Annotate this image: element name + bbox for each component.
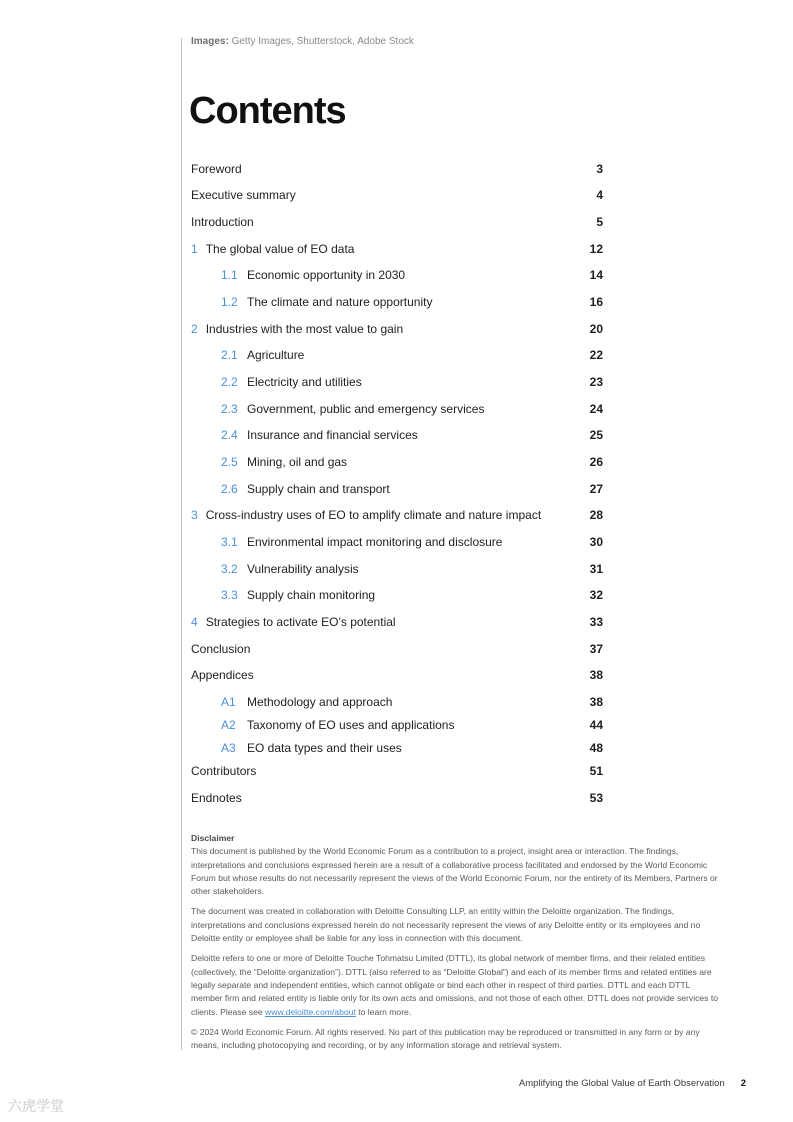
image-credits-label: Images: [191, 36, 229, 47]
toc-entry[interactable] [221, 453, 603, 471]
toc-entry[interactable] [221, 346, 603, 364]
toc-entry-page: 26 [589, 455, 603, 469]
toc-entry-number: 2.3 [221, 402, 238, 416]
toc-entry-number: 1.1 [221, 268, 238, 282]
toc-entry-label: Methodology and approach [247, 695, 393, 709]
toc-entry-page: 5 [596, 215, 603, 229]
toc-entry-page: 25 [589, 428, 603, 442]
toc-entry-page: 37 [589, 642, 603, 656]
toc-entry-page: 27 [589, 482, 603, 496]
toc-entry[interactable] [191, 160, 603, 178]
toc-entry[interactable] [221, 373, 603, 391]
toc-entry-label: Appendices [191, 668, 254, 682]
toc-entry-page: 31 [589, 562, 603, 576]
toc-entry[interactable] [191, 789, 603, 807]
watermark-logo: 六虎学堂 [8, 1098, 64, 1114]
toc-entry-label: Introduction [191, 215, 254, 229]
toc-entry-page: 33 [589, 615, 603, 629]
toc-entry-page: 16 [589, 295, 603, 309]
toc-entry[interactable] [191, 213, 603, 231]
toc-entry-page: 4 [596, 188, 603, 202]
toc-entry-label: Conclusion [191, 642, 251, 656]
toc-entry-label: Insurance and financial services [247, 428, 418, 442]
toc-entry-page: 3 [596, 162, 603, 176]
toc-entry-page: 24 [589, 402, 603, 416]
toc-entry-label: Executive summary [191, 188, 296, 202]
toc-entry[interactable] [221, 400, 603, 418]
toc-entry-number: 2.4 [221, 428, 238, 442]
toc-entry-page: 38 [589, 695, 603, 709]
toc-entry[interactable] [221, 533, 603, 551]
toc-entry-label: Vulnerability analysis [247, 562, 359, 576]
toc-entry-label: Foreword [191, 162, 242, 176]
toc-entry[interactable] [221, 293, 603, 311]
toc-entry-page: 14 [589, 268, 603, 282]
toc-entry-label: Economic opportunity in 2030 [247, 268, 406, 282]
toc-entry-label: Agriculture [247, 348, 305, 362]
toc-entry-page: 23 [589, 375, 603, 389]
toc-entry-page: 38 [589, 668, 603, 682]
toc-entry[interactable] [191, 613, 603, 631]
disclaimer-paragraph-3-text: Deloitte refers to one or more of Deloitte Touche Tohmatsu Limited (DTTL), its global network of member firms, and their related entities (collectively, the “Deloitte organization”). DTTL (also referred to as “Deloitte Global”) and each of its member firms and related entities are legally separate and independent entities, which cannot obligate or bind each other in respect of third parties. DTTL and each DTTL member firm and related entity is liable only for its own acts and omissions, and not those of each other. DTTL does not provide services to clients. Please see [191, 953, 719, 1017]
toc-entry-label: Supply chain monitoring [247, 588, 376, 602]
toc-entry[interactable] [221, 716, 603, 734]
toc-entry-page: 12 [589, 242, 603, 256]
toc-entry-number: A1 [221, 695, 236, 709]
disclaimer-paragraph-2: The document was created in collaboration with Deloitte Consulting LLP, an entity within the Deloitte organization. The findings, interpretations and conclusions expressed herein do not necessarily represent the views of any Deloitte entity or its employees and no Deloitte entity or employee shall be liable for any loss in connection with this document. [191, 906, 701, 944]
toc-entry-label: Strategies to activate EO’s potential [205, 615, 396, 629]
toc-entry-page: 32 [589, 588, 603, 602]
toc-entry-label: The global value of EO data [205, 242, 355, 256]
toc-entry[interactable] [191, 640, 603, 658]
toc-entry-page: 44 [589, 718, 603, 732]
toc-entry-number: 2 [191, 322, 198, 336]
toc-entry-label: EO data types and their uses [247, 741, 402, 755]
toc-entry[interactable] [191, 186, 603, 204]
footer-page-number: 2 [740, 1078, 746, 1089]
toc-entry-number: 1.2 [221, 295, 238, 309]
toc-entry[interactable] [221, 426, 603, 444]
toc-entry-label: Mining, oil and gas [247, 455, 348, 469]
toc-entry[interactable] [221, 739, 603, 757]
toc-entry-page: 20 [589, 322, 603, 336]
toc-entry-label: The climate and nature opportunity [247, 295, 433, 309]
page-footer [519, 1078, 746, 1089]
toc-entry-label: Contributors [191, 764, 257, 778]
toc-entry-page: 51 [589, 764, 603, 778]
toc-entry-page: 48 [589, 741, 603, 755]
toc-entry-number: 3.1 [221, 535, 238, 549]
toc-entry[interactable] [221, 560, 603, 578]
toc-entry-label: Industries with the most value to gain [205, 322, 404, 336]
toc-entry-number: 3 [191, 508, 198, 522]
disclaimer-paragraph-1: This document is published by the World Economic Forum as a contribution to a project, insight area or interaction. The findings, interpretations and conclusions expressed herein are a result of a collaborative process facilitated and endorsed by the World Economic Forum but whose results do not necessarily represent the views of the World Economic Forum, nor the entirety of its Members, Partners or other stakeholders. [191, 846, 718, 897]
toc-entry-label: Cross-industry uses of EO to amplify climate and nature impact [205, 508, 542, 522]
disclaimer-paragraph-4: © 2024 World Economic Forum. All rights reserved. No part of this publication may be reproduced or transmitted in any form or by any means, including photocopying and recording, or by any information storage and retrieval system. [191, 1026, 700, 1051]
disclaimer-title: Disclaimer [191, 833, 235, 843]
toc-entry-page: 53 [589, 791, 603, 805]
toc-entry-number: 2.1 [221, 348, 238, 362]
toc-entry-number: 4 [191, 615, 198, 629]
toc-entry[interactable] [221, 480, 603, 498]
toc-entry-number: 3.2 [221, 562, 238, 576]
toc-entry-number: 3.3 [221, 588, 238, 602]
toc-entry-page: 28 [589, 508, 603, 522]
toc-entry-label: Taxonomy of EO uses and applications [247, 718, 455, 732]
toc-entry[interactable] [191, 240, 603, 258]
disclaimer-paragraph-3-end: to learn more. [355, 1006, 412, 1017]
toc-entry[interactable] [191, 320, 603, 338]
toc-entry-number: 1 [191, 242, 198, 256]
toc-entry-number: A3 [221, 741, 236, 755]
toc-entry[interactable] [191, 762, 603, 780]
toc-entry[interactable] [191, 506, 603, 524]
image-credits-text: Getty Images, Shutterstock, Adobe Stock [231, 36, 414, 47]
toc-entry-label: Electricity and utilities [247, 375, 362, 389]
toc-entry[interactable] [221, 266, 603, 284]
toc-entry-number: A2 [221, 718, 236, 732]
toc-entry-number: 2.6 [221, 482, 238, 496]
footer-title: Amplifying the Global Value of Earth Observation [518, 1078, 725, 1089]
toc-entry-page: 30 [589, 535, 603, 549]
toc-entry-label: Supply chain and transport [247, 482, 390, 496]
toc-entry[interactable] [221, 693, 603, 711]
toc-entry-number: 2.5 [221, 455, 238, 469]
toc-entry-label: Endnotes [191, 791, 242, 805]
toc-entry-page: 22 [589, 348, 603, 362]
toc-entry-number: 2.2 [221, 375, 238, 389]
page-title: Contents [189, 90, 346, 132]
toc-entry[interactable] [191, 666, 603, 684]
toc-entry-label: Environmental impact monitoring and disclosure [247, 535, 503, 549]
deloitte-about-link[interactable]: www.deloitte.com/about [265, 1006, 356, 1017]
toc-entry-label: Government, public and emergency services [247, 402, 485, 416]
toc-entry[interactable] [221, 586, 603, 604]
disclaimer-paragraph-3 [191, 952, 721, 1018]
disclaimer-block [191, 832, 721, 1059]
